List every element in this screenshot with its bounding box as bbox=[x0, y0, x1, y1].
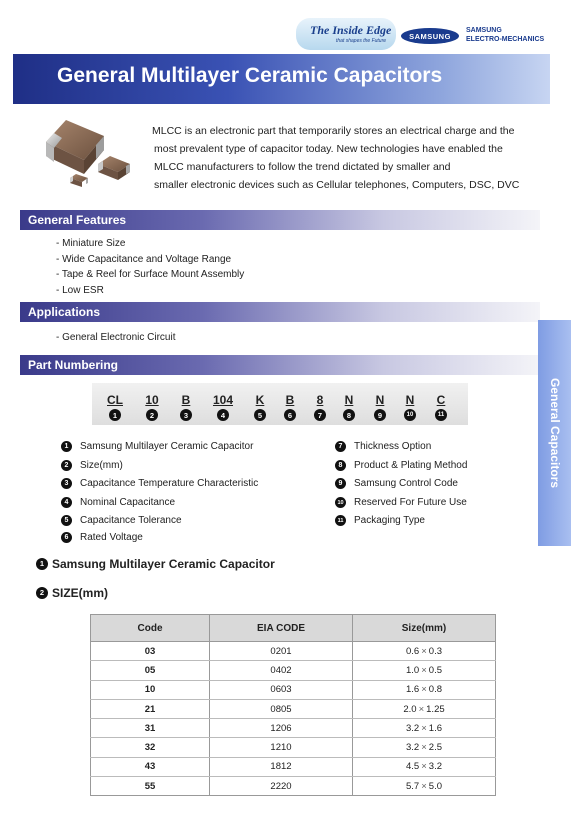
number-badge: 8 bbox=[343, 409, 355, 421]
eia-code-cell: 0402 bbox=[210, 661, 353, 680]
samsung-logo: SAMSUNG bbox=[401, 28, 459, 44]
company-name: SAMSUNG ELECTRO-MECHANICS bbox=[466, 27, 545, 43]
times-symbol: × bbox=[418, 703, 425, 715]
size-width: 1.0 bbox=[406, 664, 420, 676]
part-code-segment: K bbox=[255, 393, 265, 407]
intro-line: smaller electronic devices such as Cellular telephones, Computers, DSC, DVC bbox=[154, 179, 520, 191]
number-badge: 3 bbox=[180, 409, 192, 421]
part-number-example bbox=[92, 383, 468, 425]
number-badge: 5 bbox=[254, 409, 266, 421]
size-height: 3.2 bbox=[428, 761, 442, 773]
list-item: - Wide Capacitance and Voltage Range bbox=[56, 253, 232, 265]
times-symbol: × bbox=[421, 780, 427, 792]
size-width: 1.6 bbox=[406, 684, 420, 696]
applications-list bbox=[56, 330, 175, 346]
part-code-segment: B bbox=[181, 393, 191, 407]
part-code-segment: CL bbox=[107, 393, 123, 407]
number-badge: 3 bbox=[61, 478, 72, 489]
size-height: 5.0 bbox=[428, 780, 442, 792]
intro-line: MLCC manufacturers to follow the trend dictated by smaller and bbox=[154, 161, 451, 173]
number-badge: 1 bbox=[109, 409, 121, 421]
size-height: 1.25 bbox=[426, 703, 445, 715]
number-badge: 9 bbox=[335, 478, 346, 489]
section-title: General Features bbox=[28, 213, 127, 227]
table-row bbox=[91, 699, 496, 718]
size-width: 0.6 bbox=[406, 645, 420, 657]
times-symbol: × bbox=[421, 664, 427, 676]
part-code-segment: N bbox=[405, 393, 415, 407]
times-symbol: × bbox=[421, 645, 427, 657]
size-table bbox=[90, 614, 496, 796]
size-cell bbox=[353, 661, 496, 680]
part-code-segment: 8 bbox=[316, 393, 324, 407]
size-height: 0.3 bbox=[428, 645, 442, 657]
eia-code-cell: 2220 bbox=[210, 777, 353, 796]
legend-label: Rated Voltage bbox=[80, 532, 143, 543]
number-badge: 6 bbox=[61, 532, 72, 543]
code-cell: 05 bbox=[91, 661, 210, 680]
legend-label: Size(mm) bbox=[80, 460, 123, 471]
size-cell bbox=[353, 738, 496, 757]
intro-paragraph bbox=[152, 122, 542, 194]
size-height: 0.5 bbox=[428, 664, 442, 676]
legend-label: Nominal Capacitance bbox=[80, 497, 176, 508]
list-item: - Low ESR bbox=[56, 284, 104, 296]
table-row bbox=[91, 642, 496, 661]
number-badge: 6 bbox=[284, 409, 296, 421]
number-badge: 9 bbox=[374, 409, 386, 421]
eia-code-cell: 0805 bbox=[210, 699, 353, 718]
eia-code-cell: 1812 bbox=[210, 757, 353, 776]
part-code-segment: C bbox=[436, 393, 446, 407]
intro-line: most prevalent type of capacitor today. New technologies have enabled the bbox=[154, 143, 503, 155]
column-header: Size(mm) bbox=[353, 615, 496, 642]
number-badge: 2 bbox=[36, 587, 48, 599]
code-cell: 43 bbox=[91, 757, 210, 776]
times-symbol: × bbox=[421, 722, 427, 734]
eia-code-cell: 1210 bbox=[210, 738, 353, 757]
size-cell bbox=[353, 777, 496, 796]
eia-code-cell: 1206 bbox=[210, 719, 353, 738]
legend-label: Packaging Type bbox=[354, 515, 425, 526]
number-badge: 1 bbox=[36, 558, 48, 570]
table-row bbox=[91, 777, 496, 796]
number-badge: 4 bbox=[61, 497, 72, 508]
subsection-heading bbox=[36, 557, 275, 571]
size-cell bbox=[353, 757, 496, 776]
part-code-segment: B bbox=[285, 393, 295, 407]
side-tab-general-capacitors bbox=[538, 320, 571, 546]
side-tab-label: General Capacitors bbox=[547, 377, 562, 489]
inside-edge-logo bbox=[296, 18, 396, 50]
part-code-segment: 104 bbox=[212, 393, 234, 407]
code-cell: 03 bbox=[91, 642, 210, 661]
legend-label: Product & Plating Method bbox=[354, 460, 468, 471]
page-title: General Multilayer Ceramic Capacitors bbox=[57, 64, 443, 87]
table-row bbox=[91, 719, 496, 738]
times-symbol: × bbox=[421, 684, 427, 696]
size-cell bbox=[353, 699, 496, 718]
column-header: Code bbox=[91, 615, 210, 642]
features-list bbox=[56, 236, 244, 298]
section-header-part-numbering bbox=[20, 355, 540, 375]
subsection-title: SIZE(mm) bbox=[52, 586, 109, 600]
number-badge: 4 bbox=[217, 409, 229, 421]
legend-label: Capacitance Temperature Characteristic bbox=[80, 478, 259, 489]
size-width: 5.7 bbox=[406, 780, 420, 792]
list-item: - Miniature Size bbox=[56, 238, 126, 249]
section-title: Part Numbering bbox=[28, 358, 119, 372]
number-badge: 11 bbox=[335, 515, 346, 526]
code-cell: 10 bbox=[91, 680, 210, 699]
table-row bbox=[91, 738, 496, 757]
times-symbol: × bbox=[421, 761, 427, 773]
eia-code-cell: 0603 bbox=[210, 680, 353, 699]
part-code-segment: 10 bbox=[145, 393, 159, 407]
number-badge: 7 bbox=[335, 441, 346, 452]
code-cell: 55 bbox=[91, 777, 210, 796]
size-cell bbox=[353, 719, 496, 738]
size-width: 3.2 bbox=[406, 722, 420, 734]
number-badge: 2 bbox=[61, 460, 72, 471]
number-badge: 1 bbox=[61, 441, 72, 452]
number-badge: 7 bbox=[314, 409, 326, 421]
code-cell: 32 bbox=[91, 738, 210, 757]
number-badge: 2 bbox=[146, 409, 158, 421]
section-header-general-features bbox=[20, 210, 540, 230]
number-badge: 8 bbox=[335, 460, 346, 471]
legend-label: Samsung Multilayer Ceramic Capacitor bbox=[80, 441, 254, 452]
table-header-row bbox=[91, 615, 496, 642]
table-row bbox=[91, 661, 496, 680]
list-item: - Tape & Reel for Surface Mount Assembly bbox=[56, 269, 245, 280]
size-cell bbox=[353, 642, 496, 661]
size-cell bbox=[353, 680, 496, 699]
legend-label: Reserved For Future Use bbox=[354, 497, 467, 508]
number-badge: 10 bbox=[404, 409, 416, 421]
table-row bbox=[91, 757, 496, 776]
inside-edge-logo-text: The Inside Edge bbox=[310, 23, 392, 37]
legend-label: Samsung Control Code bbox=[354, 478, 458, 489]
part-code-segment: N bbox=[375, 393, 385, 407]
title-banner bbox=[13, 54, 550, 104]
number-badge: 11 bbox=[435, 409, 447, 421]
subsection-title: Samsung Multilayer Ceramic Capacitor bbox=[52, 557, 275, 571]
size-width: 4.5 bbox=[406, 761, 420, 773]
size-width: 2.0 bbox=[403, 703, 417, 715]
size-width: 3.2 bbox=[406, 742, 420, 754]
section-header-applications bbox=[20, 302, 540, 322]
column-header: EIA CODE bbox=[210, 615, 353, 642]
legend-label: Capacitance Tolerance bbox=[80, 515, 182, 526]
mlcc-chip-illustration bbox=[40, 112, 140, 192]
times-symbol: × bbox=[421, 742, 427, 754]
subsection-heading bbox=[36, 586, 108, 600]
part-code-segment: N bbox=[344, 393, 354, 407]
list-item: - General Electronic Circuit bbox=[56, 332, 176, 343]
eia-code-cell: 0201 bbox=[210, 642, 353, 661]
size-height: 1.6 bbox=[428, 722, 442, 734]
size-height: 2.5 bbox=[428, 742, 442, 754]
number-badge: 10 bbox=[335, 497, 346, 508]
inside-edge-tagline: that shapes the Future bbox=[336, 38, 387, 44]
intro-line: MLCC is an electronic part that temporarily stores an electrical charge and the bbox=[152, 125, 515, 137]
number-badge: 5 bbox=[61, 515, 72, 526]
size-height: 0.8 bbox=[428, 684, 442, 696]
code-cell: 31 bbox=[91, 719, 210, 738]
legend-label: Thickness Option bbox=[354, 441, 432, 452]
table-row bbox=[91, 680, 496, 699]
code-cell: 21 bbox=[91, 699, 210, 718]
section-title: Applications bbox=[28, 305, 101, 319]
